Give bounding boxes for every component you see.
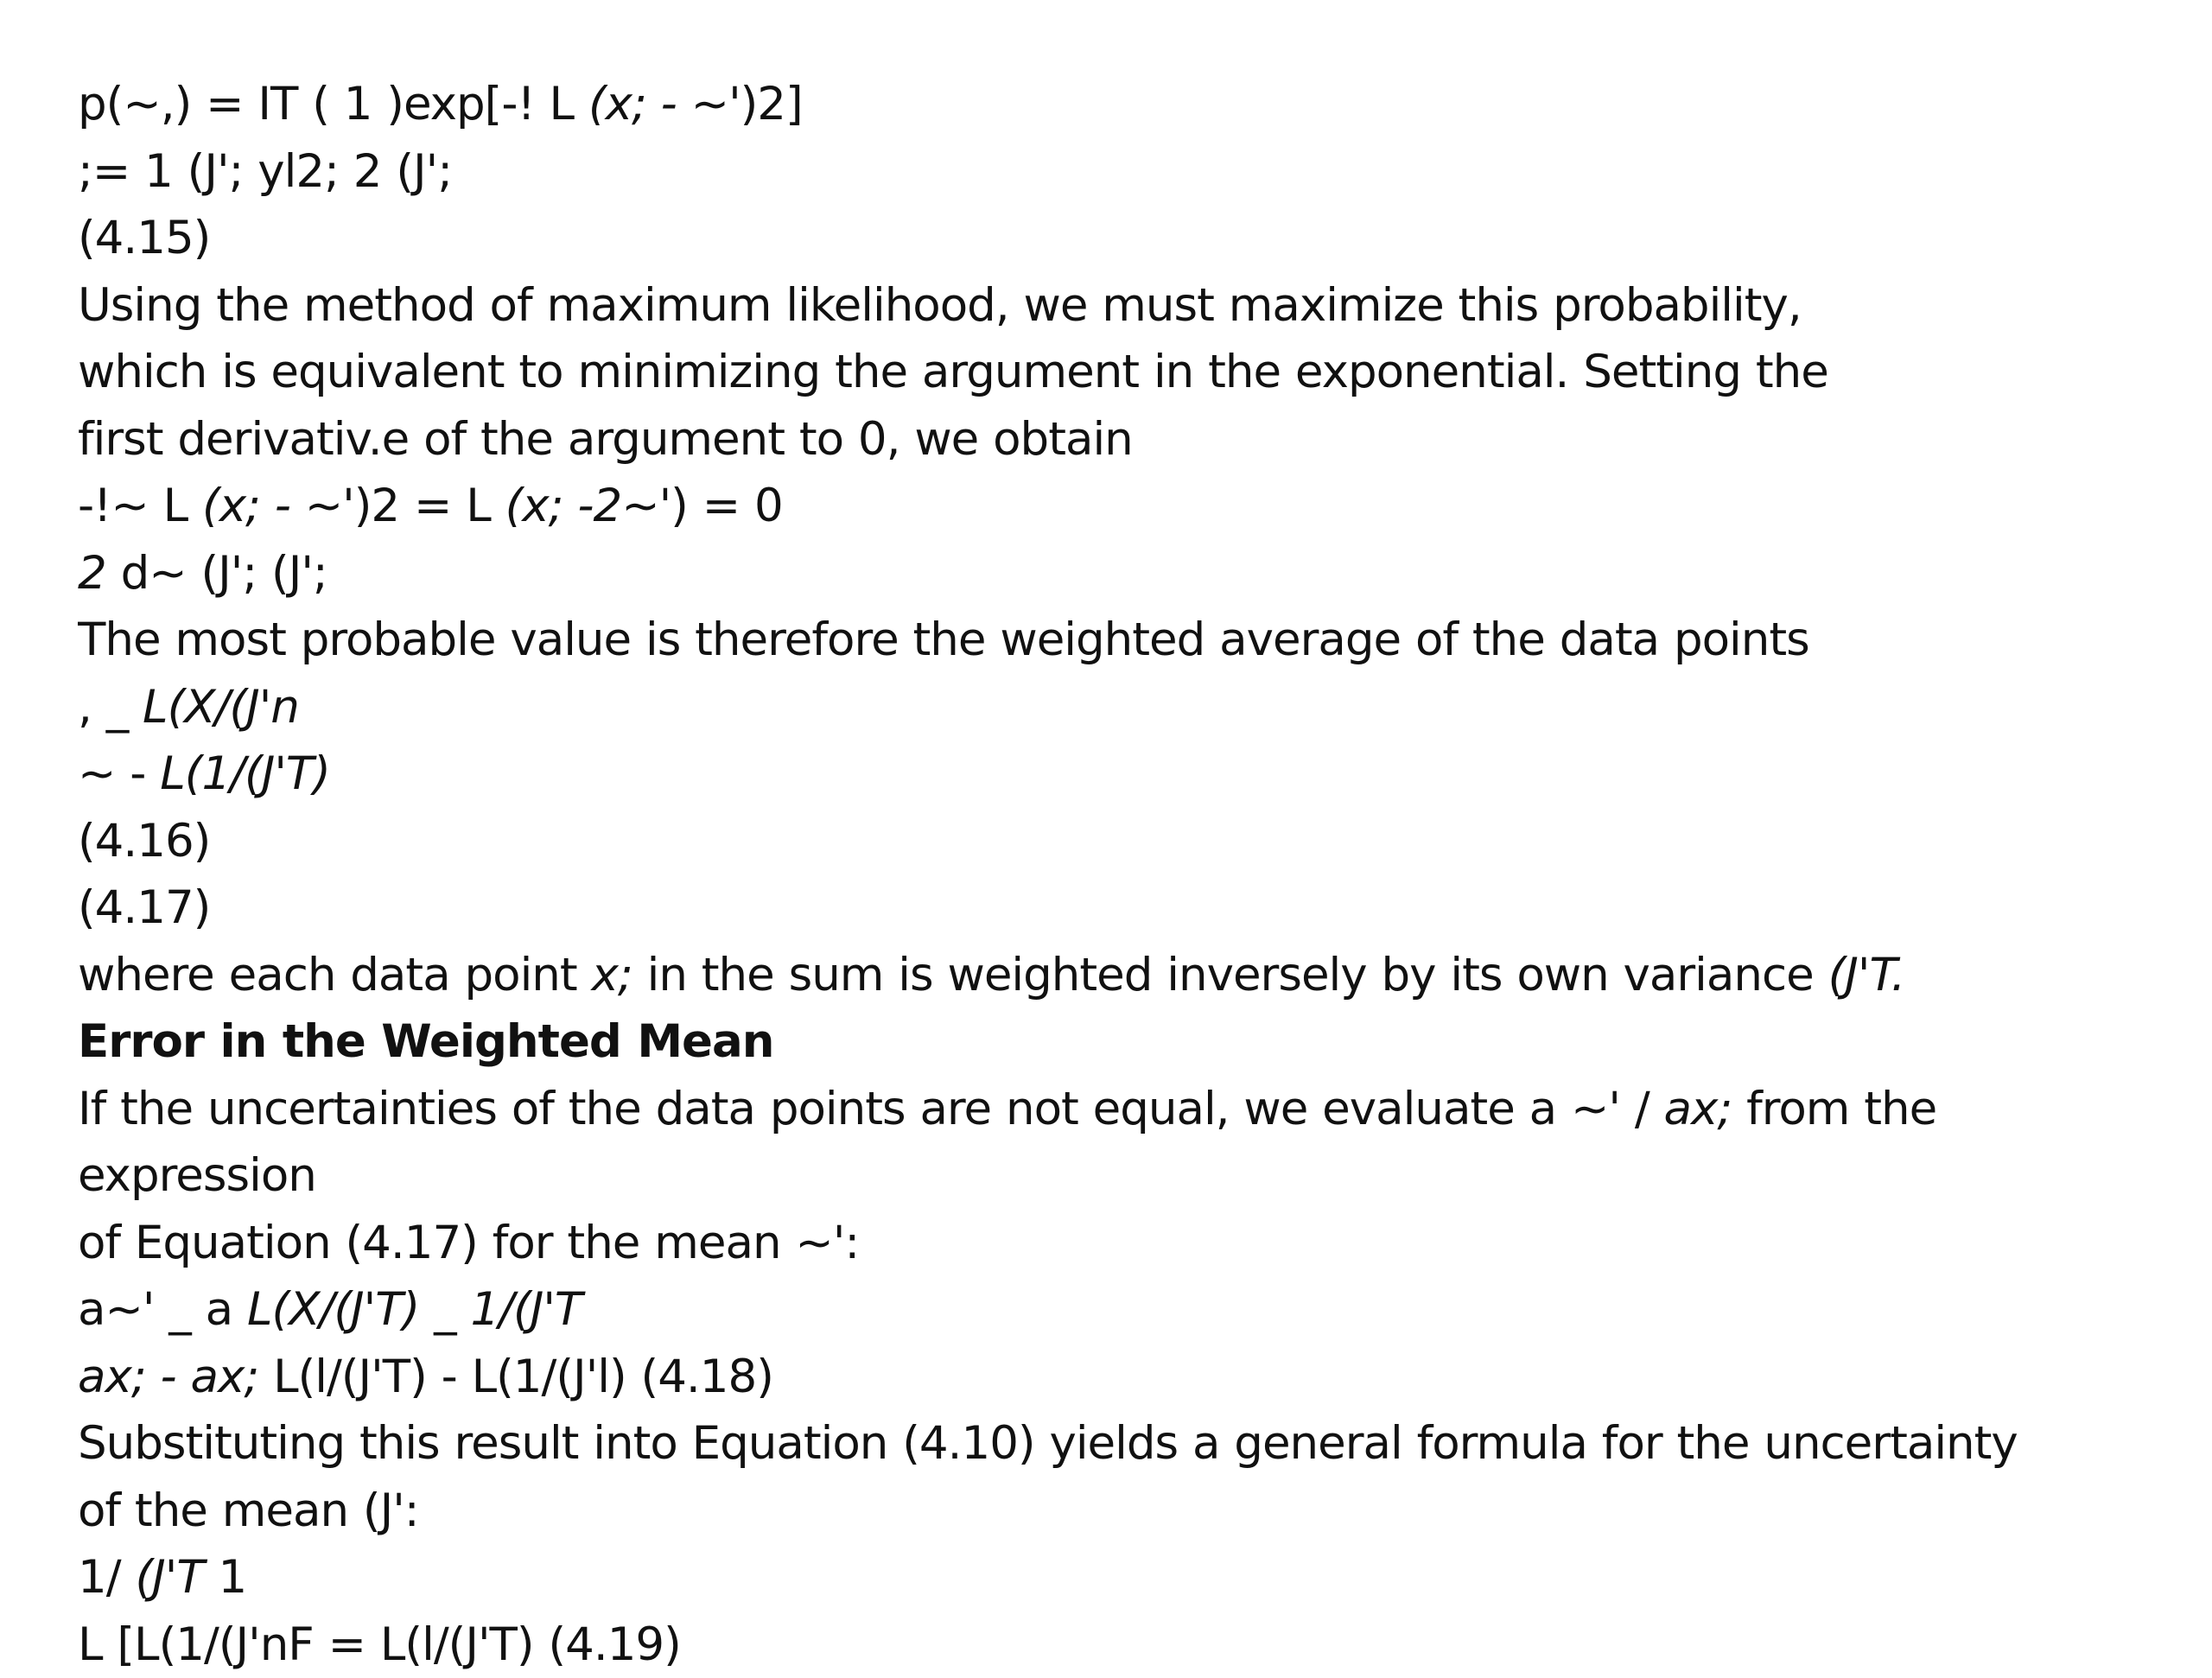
- text-line: [78, 674, 2169, 741]
- italic-math-segment: (x; -: [202, 480, 305, 532]
- text-segment: a~' _ a: [78, 1283, 247, 1336]
- document-page: [78, 71, 2169, 1678]
- text-line: [78, 540, 2169, 607]
- text-line: [78, 874, 2169, 942]
- italic-math-segment: (J'T.: [1828, 949, 1905, 1001]
- text-line: [78, 406, 2169, 474]
- text-segment: ~')2]: [691, 78, 803, 130]
- text-line: [78, 1210, 2169, 1277]
- text-segment: ;= 1 (J'; yl2; 2 (J';: [78, 145, 452, 198]
- text-line: [78, 473, 2169, 540]
- text-segment: where each data point: [78, 949, 592, 1001]
- text-segment: , _: [78, 681, 143, 734]
- text-segment: p(~,) = IT ( 1 )exp[-! L: [78, 78, 588, 130]
- text-segment: Using the method of maximum likelihood, we must maximize this probability,: [78, 279, 1802, 332]
- text-segment: (4.16): [78, 815, 210, 868]
- text-segment: ~ -: [78, 747, 160, 800]
- text-segment: expression: [78, 1149, 316, 1202]
- text-segment: Substituting this result into Equation (4.10) yields a general formula for the uncertainty: [78, 1417, 2018, 1470]
- text-line: [78, 1410, 2169, 1478]
- italic-math-segment: L(1/(J'T): [160, 747, 330, 800]
- text-segment: L [L(1/(J'nF = L(l/(J'T) (4.19): [78, 1618, 681, 1671]
- italic-math-segment: ax;: [1664, 1083, 1732, 1135]
- italic-math-segment: ax; - ax;: [78, 1351, 258, 1403]
- text-line: [78, 1076, 2169, 1143]
- text-segment: first derivativ.e of the argument to 0, we obtain: [78, 413, 1133, 466]
- text-segment: of Equation (4.17) for the mean ~':: [78, 1217, 859, 1269]
- text-segment: If the uncertainties of the data points are not equal, we evaluate a ~' /: [78, 1083, 1664, 1135]
- text-line: [78, 1344, 2169, 1411]
- text-line: [78, 1276, 2169, 1344]
- text-line: [78, 272, 2169, 340]
- text-segment: 1/: [78, 1551, 135, 1604]
- text-segment: (4.15): [78, 212, 210, 264]
- text-segment: from the: [1732, 1083, 1936, 1135]
- text-line: [78, 339, 2169, 406]
- text-line: [78, 1544, 2169, 1611]
- italic-math-segment: 2: [78, 547, 121, 600]
- text-line: [78, 740, 2169, 808]
- text-line: [78, 1611, 2169, 1678]
- text-segment: in the sum is weighted inversely by its own variance: [632, 949, 1828, 1001]
- italic-math-segment: x;: [592, 949, 632, 1001]
- text-segment: -!~ L: [78, 480, 202, 532]
- text-line: [78, 1142, 2169, 1210]
- text-segment: ~') = 0: [621, 480, 782, 532]
- italic-math-segment: (J'T: [135, 1551, 203, 1604]
- text-segment: L(l/(J'T) - L(1/(J'l) (4.18): [258, 1351, 773, 1403]
- italic-math-segment: L(X/(J'n: [143, 681, 299, 734]
- text-line: [78, 808, 2169, 875]
- text-line: [78, 1478, 2169, 1545]
- text-segment: of the mean (J':: [78, 1484, 419, 1537]
- section-heading: [78, 1008, 2169, 1076]
- italic-math-segment: (x; -: [588, 78, 691, 130]
- text-line: [78, 205, 2169, 272]
- text-segment: ~')2 = L: [305, 480, 505, 532]
- italic-math-segment: L(X/(J'T) _ 1/(J'T: [247, 1283, 582, 1336]
- text-segment: 1: [204, 1551, 247, 1604]
- text-segment: (4.17): [78, 881, 210, 934]
- text-segment: which is equivalent to minimizing the argument in the exponential. Setting the: [78, 346, 1828, 398]
- italic-math-segment: (x; -2: [505, 480, 622, 532]
- text-line: [78, 607, 2169, 674]
- text-line: [78, 138, 2169, 206]
- text-segment: Error in the Weighted Mean: [78, 1015, 774, 1068]
- text-line: [78, 942, 2169, 1009]
- text-line: [78, 71, 2169, 138]
- text-segment: d~ (J'; (J';: [121, 547, 327, 600]
- text-segment: The most probable value is therefore the weighted average of the data points: [78, 613, 1809, 666]
